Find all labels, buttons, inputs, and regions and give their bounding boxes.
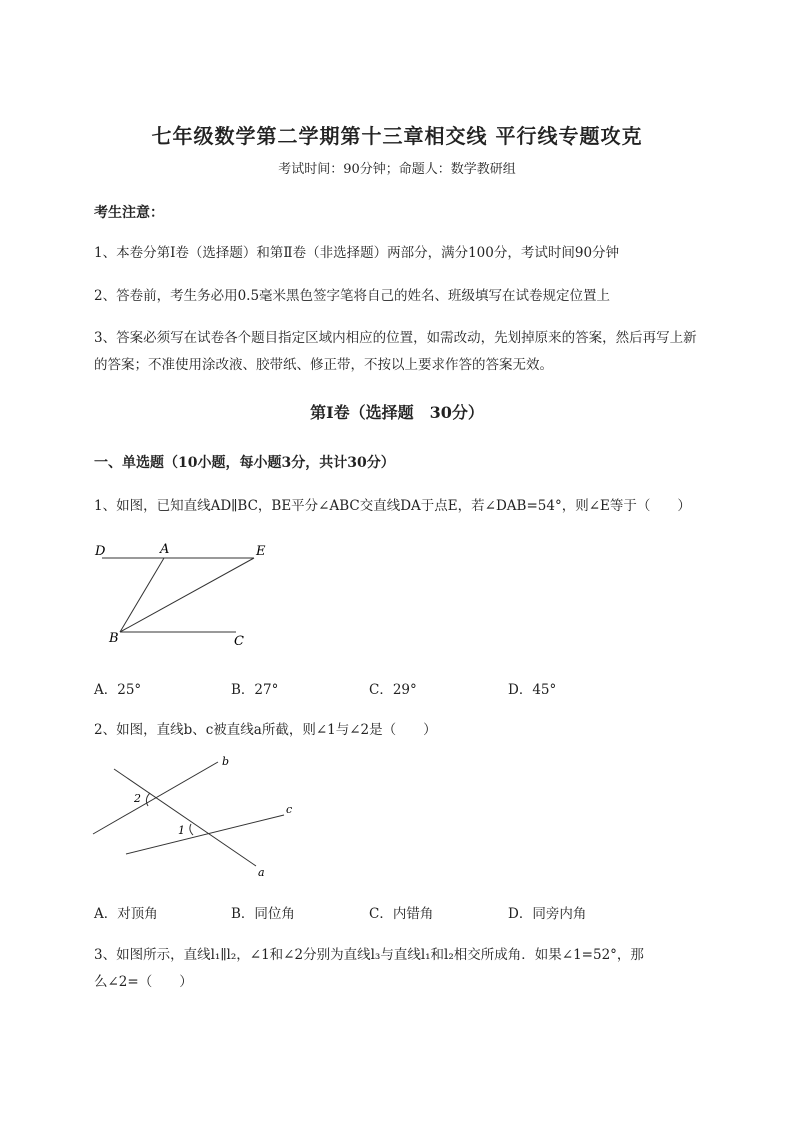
question-1-option-c: C．29° [369, 682, 417, 698]
label-angle-1: 1 [178, 824, 185, 837]
question-2-option-a: A．对顶角 [94, 906, 158, 922]
label-c: c [286, 803, 293, 816]
line-c [126, 815, 284, 854]
label-A: A [160, 542, 170, 557]
notice-item-3: 3、答案必须写在试卷各个题目指定区域内相应的位置，如需改动，先划掉原来的答案，然后再写上新 [94, 330, 697, 346]
label-angle-2: 2 [134, 792, 141, 805]
question-1-option-b: B．27° [231, 682, 279, 698]
notice-heading: 考生注意： [94, 205, 164, 221]
line-b [93, 762, 218, 834]
question-2-option-d: D．同旁内角 [508, 906, 587, 922]
question-1-stem: 1、如图，已知直线AD∥BC，BE平分∠ABC交直线DA于点E，若∠DAB=54°，则∠E等于（ ） [94, 498, 691, 514]
label-C: C [234, 634, 244, 649]
question-3-stem: 3、如图所示，直线l₁∥l₂，∠1和∠2分别为直线l₃与直线l₁和l₂相交所成角．如果∠1=52°，那 [94, 947, 644, 963]
exam-info: 考试时间：90分钟；命题人：数学教研组 [278, 162, 516, 177]
label-B: B [109, 631, 119, 646]
notice-item-2: 2、答卷前，考生务必用0.5毫米黑色签字笔将自己的姓名、班级填写在试卷规定位置上 [94, 288, 611, 304]
part-heading: 一、单选题（10小题，每小题3分，共计30分） [94, 455, 395, 471]
question-3-stem-cont: 么∠2=（ ） [94, 974, 193, 990]
segment-BE [120, 558, 254, 632]
section-title: 第I卷（选择题 30分） [310, 403, 484, 422]
question-2-option-c: C．内错角 [369, 906, 434, 922]
question-1-option-d: D．45° [508, 682, 557, 698]
label-a: a [258, 866, 265, 879]
angle-2-arc [146, 793, 150, 806]
question-2-figure [90, 755, 310, 885]
label-b: b [222, 755, 230, 768]
angle-1-arc [190, 824, 193, 835]
label-E: E [256, 544, 266, 559]
notice-item-1: 1、本卷分第I卷（选择题）和第Ⅱ卷（非选择题）两部分，满分100分，考试时间90分钟 [94, 245, 620, 261]
page-title: 七年级数学第二学期第十三章相交线 平行线专题攻克 [151, 124, 643, 148]
question-2-option-b: B．同位角 [231, 906, 295, 922]
notice-item-3-cont: 的答案；不准使用涂改液、胶带纸、修正带，不按以上要求作答的答案无效。 [94, 357, 553, 373]
question-1-figure [90, 538, 280, 653]
question-2-stem: 2、如图，直线b、c被直线a所截，则∠1与∠2是（ ） [94, 722, 437, 738]
question-1-option-a: A．25° [94, 682, 142, 698]
label-D: D [95, 544, 106, 559]
segment-AB [120, 558, 164, 632]
